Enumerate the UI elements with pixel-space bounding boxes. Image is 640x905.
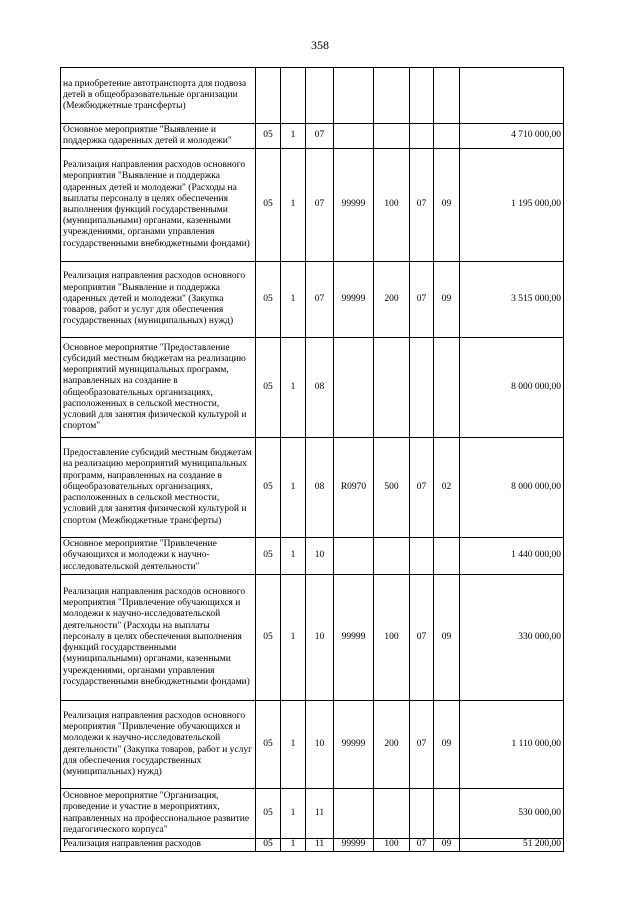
expense-name: Основное мероприятие "Привлечение обучающихся и молодежи к научно-исследовательской деятельности" xyxy=(61,538,256,575)
table-row xyxy=(61,438,564,538)
amount: 1 110 000,00 xyxy=(460,701,564,789)
direction-code xyxy=(334,338,374,438)
amount: 3 515 000,00 xyxy=(460,262,564,338)
direction-code xyxy=(334,68,374,124)
expense-type-code xyxy=(374,789,410,839)
subprogram-code: 1 xyxy=(281,538,306,575)
activity-code xyxy=(306,68,334,124)
program-code: 05 xyxy=(256,149,281,262)
activity-code: 07 xyxy=(306,124,334,149)
expense-name: Реализация направления расходов основного мероприятия "Привлечение обучающихся и молодежи к научно-исследовательской деятельности" (Закупка товаров, работ и услуг для обеспечения государственных (муниципальных) нужд) xyxy=(61,701,256,789)
subsection-code: 02 xyxy=(434,438,460,538)
expense-type-code xyxy=(374,338,410,438)
subprogram-code: 1 xyxy=(281,338,306,438)
table-row xyxy=(61,839,564,852)
expense-type-code: 100 xyxy=(374,839,410,852)
amount: 1 195 000,00 xyxy=(460,149,564,262)
subsection-code xyxy=(434,789,460,839)
activity-code: 08 xyxy=(306,438,334,538)
expense-name: Реализация направления расходов основного мероприятия "Выявление и поддержка одаренных детей и молодежи" (Закупка товаров, работ и услуг для обеспечения государственных (муниципальных) нужд) xyxy=(61,262,256,338)
activity-code: 10 xyxy=(306,575,334,701)
section-code: 07 xyxy=(410,149,434,262)
program-code: 05 xyxy=(256,338,281,438)
subsection-code: 09 xyxy=(434,262,460,338)
budget-table xyxy=(60,67,564,852)
section-code: 07 xyxy=(410,438,434,538)
expense-type-code xyxy=(374,68,410,124)
activity-code: 11 xyxy=(306,789,334,839)
table-row xyxy=(61,262,564,338)
subprogram-code: 1 xyxy=(281,789,306,839)
expense-name: Основное мероприятие "Организация, проведение и участие в мероприятиях, направленных на профессиональное развитие педагогического корпуса" xyxy=(61,789,256,839)
section-code xyxy=(410,124,434,149)
activity-code: 10 xyxy=(306,701,334,789)
expense-type-code: 100 xyxy=(374,575,410,701)
program-code: 05 xyxy=(256,438,281,538)
program-code: 05 xyxy=(256,538,281,575)
subprogram-code: 1 xyxy=(281,701,306,789)
amount xyxy=(460,68,564,124)
amount: 330 000,00 xyxy=(460,575,564,701)
subsection-code: 09 xyxy=(434,149,460,262)
subsection-code: 09 xyxy=(434,839,460,852)
section-code: 07 xyxy=(410,262,434,338)
expense-type-code: 200 xyxy=(374,701,410,789)
direction-code: R0970 xyxy=(334,438,374,538)
direction-code xyxy=(334,538,374,575)
direction-code: 99999 xyxy=(334,701,374,789)
program-code: 05 xyxy=(256,789,281,839)
expense-name: Реализация направления расходов xyxy=(61,839,256,852)
direction-code xyxy=(334,789,374,839)
amount: 8 000 000,00 xyxy=(460,338,564,438)
page-number: 358 xyxy=(311,38,329,52)
expense-name: Основное мероприятие "Выявление и поддержка одаренных детей и молодежи" xyxy=(61,124,256,149)
program-code: 05 xyxy=(256,124,281,149)
subsection-code xyxy=(434,68,460,124)
direction-code: 99999 xyxy=(334,262,374,338)
amount: 8 000 000,00 xyxy=(460,438,564,538)
section-code xyxy=(410,789,434,839)
table-row xyxy=(61,701,564,789)
direction-code: 99999 xyxy=(334,149,374,262)
section-code: 07 xyxy=(410,839,434,852)
expense-type-code: 200 xyxy=(374,262,410,338)
section-code xyxy=(410,68,434,124)
section-code: 07 xyxy=(410,701,434,789)
amount: 1 440 000,00 xyxy=(460,538,564,575)
expense-name: Реализация направления расходов основного мероприятия "Выявление и поддержка одаренных детей и молодежи" (Расходы на выплаты персоналу в целях обеспечения выполнения функций государственными (муниципальными) органами, казенными учреждениями, органами управления государственными внебюджетными фондами) xyxy=(61,149,256,262)
section-code xyxy=(410,538,434,575)
amount: 530 000,00 xyxy=(460,789,564,839)
activity-code: 08 xyxy=(306,338,334,438)
program-code: 05 xyxy=(256,701,281,789)
subprogram-code: 1 xyxy=(281,262,306,338)
expense-name: Предоставление субсидий местным бюджетам на реализацию мероприятий муниципальных программ, направленных на создание в общеобразовательных организациях, расположенных в сельской местности, условий для занятия физической культурой и спортом (Межбюджетные трансферты) xyxy=(61,438,256,538)
activity-code: 07 xyxy=(306,262,334,338)
expense-type-code xyxy=(374,538,410,575)
subprogram-code: 1 xyxy=(281,438,306,538)
subsection-code xyxy=(434,338,460,438)
program-code: 05 xyxy=(256,839,281,852)
amount: 51 200,00 xyxy=(460,839,564,852)
subsection-code: 09 xyxy=(434,701,460,789)
amount: 4 710 000,00 xyxy=(460,124,564,149)
table-row xyxy=(61,789,564,839)
activity-code: 10 xyxy=(306,538,334,575)
activity-code: 11 xyxy=(306,839,334,852)
expense-type-code: 100 xyxy=(374,149,410,262)
direction-code: 99999 xyxy=(334,575,374,701)
expense-name: Основное мероприятие "Предоставление субсидий местным бюджетам на реализацию мероприятий муниципальных программ, направленных на создание в общеобразовательных организациях, расположенных в сельской местности, условий для занятия физической культурой и спортом" xyxy=(61,338,256,438)
program-code: 05 xyxy=(256,575,281,701)
subsection-code xyxy=(434,538,460,575)
direction-code xyxy=(334,124,374,149)
expense-name: на приобретение автотранспорта для подвоза детей в общеобразовательные организации (Межбюджетные трансферты) xyxy=(61,68,256,124)
subprogram-code xyxy=(281,68,306,124)
subsection-code: 09 xyxy=(434,575,460,701)
activity-code: 07 xyxy=(306,149,334,262)
subprogram-code: 1 xyxy=(281,575,306,701)
expense-type-code: 500 xyxy=(374,438,410,538)
table-row xyxy=(61,68,564,124)
table-row xyxy=(61,149,564,262)
program-code xyxy=(256,68,281,124)
subprogram-code: 1 xyxy=(281,149,306,262)
section-code: 07 xyxy=(410,575,434,701)
subsection-code xyxy=(434,124,460,149)
table-row xyxy=(61,124,564,149)
section-code xyxy=(410,338,434,438)
expense-type-code xyxy=(374,124,410,149)
subprogram-code: 1 xyxy=(281,839,306,852)
program-code: 05 xyxy=(256,262,281,338)
table-row xyxy=(61,338,564,438)
expense-name: Реализация направления расходов основного мероприятия "Привлечение обучающихся и молодежи к научно-исследовательской деятельности" (Расходы на выплаты персоналу в целях обеспечения выполнения функций государственными (муниципальными) органами, казенными учреждениями, органами управления государственными внебюджетными фондами) xyxy=(61,575,256,701)
table-row xyxy=(61,538,564,575)
table-row xyxy=(61,575,564,701)
direction-code: 99999 xyxy=(334,839,374,852)
subprogram-code: 1 xyxy=(281,124,306,149)
